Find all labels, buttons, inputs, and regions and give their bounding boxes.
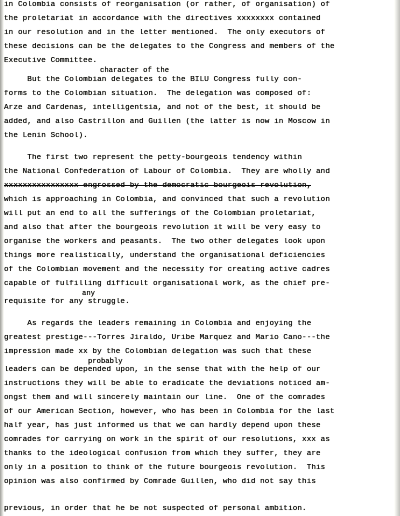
text-line: But the Colombian delegates to the BILU Congress fully con- — [4, 76, 303, 84]
text-line: previous, in order that he be not suspected of personal ambition. — [4, 505, 307, 513]
text-line: thanks to the ideological confusion from which they suffer, they are — [4, 450, 321, 458]
text-line: forms to the Colombian situation. The delegation was composed of: — [4, 90, 312, 98]
text-line: comrades for carrying on work in the spirit of our resolutions, xxx as — [4, 436, 330, 444]
text-line: added, and also Castrillon and Guillen (the latter is now in Moscow in — [4, 118, 330, 126]
interlinear-insertion: character of the — [100, 67, 170, 75]
text-line: greatest prestige---Torres Jiraldo, Uribe Marquez and Mario Cano---the — [4, 334, 330, 342]
text-line: things more realistically, understand the organisational deficiencies — [4, 252, 326, 260]
scan-edge-right — [394, 0, 400, 516]
text-line: and also that after the bourgeois revolution it will be very easy to — [4, 224, 321, 232]
text-line: will put an end to all the sufferings of the Colombian proletariat, — [4, 210, 317, 218]
text-line: half year, has just informed us that we can hardly depend upon these — [4, 422, 321, 430]
text-line: the Lenin School). — [4, 132, 88, 140]
text-line: which is approaching in Colombia, and convinced that such a revolution — [4, 196, 330, 204]
text-line: only in a position to think of the future bourgeois revolution. This — [4, 464, 326, 472]
text-line: the National Confederation of Labour of Colombia. They are wholly and — [4, 168, 330, 176]
text-line: in Colombia consists of reorganisation (or rather, of organisation) of — [4, 1, 330, 9]
text-line: capable of fulfilling difficult organisational work, as the chief pre- — [4, 280, 330, 288]
text-line: in our resolution and in the letter mentioned. The only executors of — [4, 29, 326, 37]
text-line: opinion was also confirmed by Comrade Guillen, who did not say this — [4, 478, 317, 486]
text-line: of our American Section, however, who has been in Colombia for the last — [4, 408, 335, 416]
text-line: impression made xx by the Colombian delegation was such that these — [4, 348, 312, 356]
text-line: requisite for any struggle. — [4, 298, 130, 306]
text-line: The first two represent the petty-bourgeois tendency within — [4, 154, 303, 162]
text-line: the proletariat in accordance with the directives xxxxxxxx contained — [4, 15, 321, 23]
text-line: these decisions can be the delegates to the Congress and members of the — [4, 43, 335, 51]
interlinear-insertion: any — [82, 290, 95, 298]
text-line: of the Colombian movement and the necessity for creating active cadres — [4, 266, 330, 274]
text-line: leaders can be depended upon, in the sense that with the help of our — [4, 366, 321, 374]
text-line: instructions they will be able to eradicate the deviations noticed am- — [4, 380, 330, 388]
text-line: ongst them and will sincerely maintain our line. One of the comrades — [4, 394, 326, 402]
text-line: Executive Committee. — [4, 57, 98, 65]
text-line: organise the workers and peasants. The two other delegates look upon — [4, 238, 326, 246]
text-line-struck: xxxxxxxxxxxxxxxx engrossed by the democratic bourgeois revolution, — [4, 182, 312, 190]
text-line: As regards the leaders remaining in Colombia and enjoying the — [4, 320, 312, 328]
text-line: Arze and Cardenas, intelligentsia, and not of the best, it should be — [4, 104, 321, 112]
interlinear-insertion: probably — [88, 358, 123, 366]
